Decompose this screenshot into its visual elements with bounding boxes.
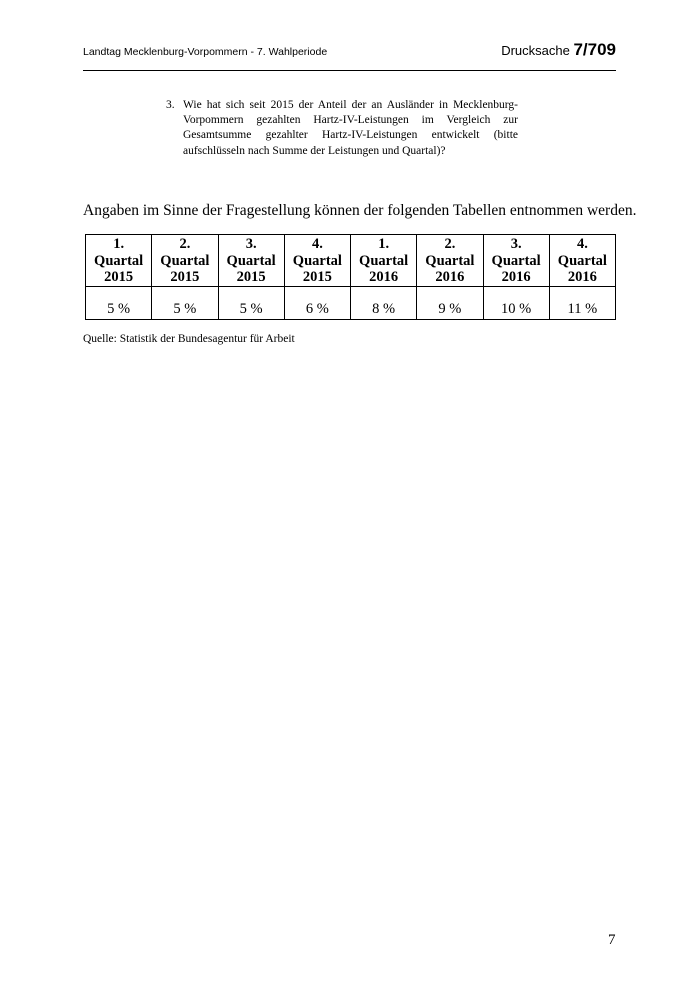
question-block bbox=[166, 98, 518, 159]
table-cell: 5 % bbox=[218, 287, 284, 320]
table-row bbox=[86, 287, 616, 320]
question-text: Wie hat sich seit 2015 der Anteil der an Ausländer in Mecklenburg-Vorpommern gezahlten Hartz-IV-Leistungen im Vergleich zur Gesamtsumme gezahlter Hartz-IV-Leistungen entwickelt (bitte aufschlüsseln nach Summe der Leistungen und Quartal)? bbox=[183, 99, 518, 157]
table-header-cell: 2. Quartal 2016 bbox=[417, 235, 483, 287]
table-header-cell: 1. Quartal 2016 bbox=[351, 235, 417, 287]
quarterly-share-table bbox=[85, 234, 616, 320]
table-cell: 8 % bbox=[351, 287, 417, 320]
table-cell: 6 % bbox=[284, 287, 350, 320]
page-header bbox=[83, 40, 616, 71]
source-note: Quelle: Statistik der Bundesagentur für Arbeit bbox=[83, 333, 295, 345]
table-header-cell: 4. Quartal 2015 bbox=[284, 235, 350, 287]
table-cell: 11 % bbox=[549, 287, 615, 320]
table-header-row bbox=[86, 235, 616, 287]
table-cell: 5 % bbox=[152, 287, 218, 320]
table-cell: 9 % bbox=[417, 287, 483, 320]
table-header-cell: 2. Quartal 2015 bbox=[152, 235, 218, 287]
table-header-cell: 1. Quartal 2015 bbox=[86, 235, 152, 287]
intro-text: Angaben im Sinne der Fragestellung können der folgenden Tabellen entnommen werden. bbox=[83, 202, 637, 219]
document-number bbox=[501, 40, 616, 60]
table-header-cell: 3. Quartal 2015 bbox=[218, 235, 284, 287]
page-number: 7 bbox=[608, 932, 616, 948]
parliament-title: Landtag Mecklenburg-Vorpommern - 7. Wahlperiode bbox=[83, 46, 328, 58]
table-header-cell: 4. Quartal 2016 bbox=[549, 235, 615, 287]
table-cell: 10 % bbox=[483, 287, 549, 320]
table-header-cell: 3. Quartal 2016 bbox=[483, 235, 549, 287]
question-number: 3. bbox=[166, 99, 175, 111]
table-cell: 5 % bbox=[86, 287, 152, 320]
document-label: Drucksache bbox=[501, 43, 570, 58]
document-id: 7/709 bbox=[573, 40, 616, 59]
